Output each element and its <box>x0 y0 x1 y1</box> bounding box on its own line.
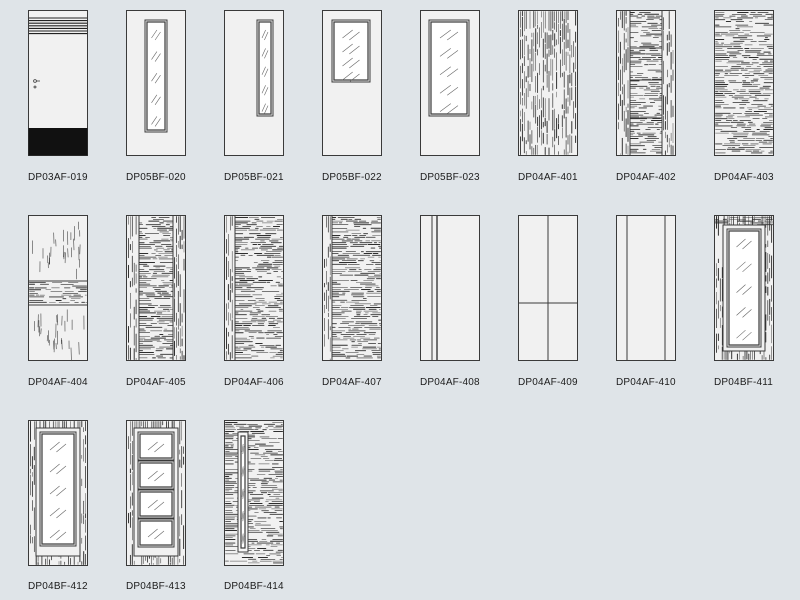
door-code-label: DP04AF-407 <box>322 377 382 388</box>
door-illustration-404 <box>28 215 88 361</box>
door-code-label: DP03AF-019 <box>28 172 88 183</box>
door-code-label: DP04AF-405 <box>126 377 186 388</box>
door-code-label: DP04AF-406 <box>224 377 284 388</box>
door-illustration-407 <box>322 215 382 361</box>
door-illustration-023 <box>420 10 480 156</box>
door-code-label: DP04AF-409 <box>518 377 578 388</box>
door-illustration-021 <box>224 10 284 156</box>
door-illustration-401 <box>518 10 578 156</box>
door-code-label: DP04AF-403 <box>714 172 774 183</box>
door-code-label: DP04AF-401 <box>518 172 578 183</box>
door-code-label: DP05BF-020 <box>126 172 186 183</box>
door-illustration-412 <box>28 420 88 566</box>
door-illustration-408 <box>420 215 480 361</box>
door-illustration-405 <box>126 215 186 361</box>
door-illustration-022 <box>322 10 382 156</box>
door-illustration-406 <box>224 215 284 361</box>
door-code-label: DP04AF-408 <box>420 377 480 388</box>
door-code-label: DP04BF-414 <box>224 581 284 592</box>
door-illustration-410 <box>616 215 676 361</box>
door-code-label: DP05BF-023 <box>420 172 480 183</box>
door-code-label: DP04AF-404 <box>28 377 88 388</box>
door-illustration-403 <box>714 10 774 156</box>
door-code-label: DP04AF-402 <box>616 172 676 183</box>
door-code-label: DP04BF-411 <box>714 377 774 388</box>
door-illustration-411 <box>714 215 774 361</box>
door-illustration-413 <box>126 420 186 566</box>
door-code-label: DP04AF-410 <box>616 377 676 388</box>
door-illustration-409 <box>518 215 578 361</box>
door-illustration-020 <box>126 10 186 156</box>
door-code-label: DP05BF-022 <box>322 172 382 183</box>
door-code-label: DP04BF-413 <box>126 581 186 592</box>
door-illustration-414 <box>224 420 284 566</box>
door-code-label: DP05BF-021 <box>224 172 284 183</box>
door-code-label: DP04BF-412 <box>28 581 88 592</box>
door-illustration-402 <box>616 10 676 156</box>
door-illustration-019 <box>28 10 88 156</box>
